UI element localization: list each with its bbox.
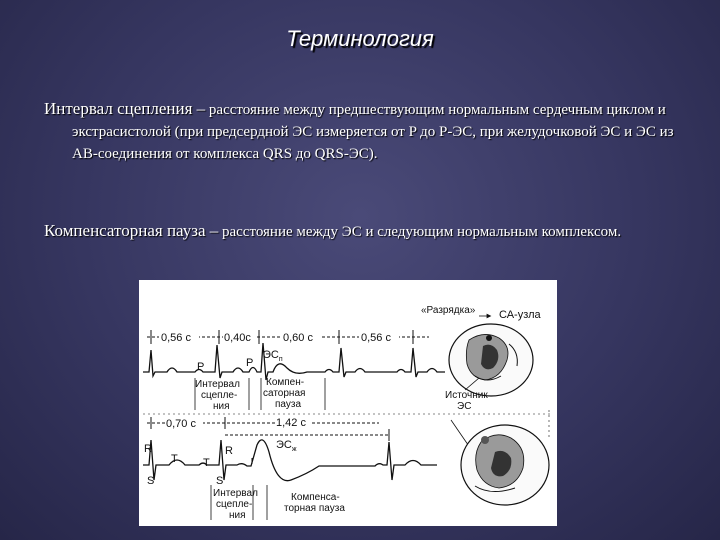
extrasystole-label xyxy=(276,439,297,453)
definition-coupling-interval xyxy=(44,98,692,165)
coupling-interval-label: Интервал сцепле- ния xyxy=(195,379,240,412)
bottom-ecg-strip xyxy=(143,416,437,521)
sa-node-label: СА-узла xyxy=(499,309,541,321)
term-coupling-interval: Интервал сцепления – xyxy=(44,99,206,118)
es-source-label: Источник ЭС xyxy=(445,390,488,412)
wave-label-r: R xyxy=(144,443,152,455)
top-ecg-trace xyxy=(143,343,445,380)
heart-bottom-icon xyxy=(461,425,549,505)
definition-compensatory-pause xyxy=(44,220,692,243)
es-subscript: ж xyxy=(291,446,297,453)
interval-label: 0,70 с xyxy=(166,418,196,430)
es-label-text: ЭС xyxy=(263,349,279,361)
wave-label-t: T xyxy=(171,453,178,465)
interval-label: 1,42 с xyxy=(276,417,306,429)
interval-label: 0,56 с xyxy=(161,332,191,344)
ecg-figure xyxy=(139,280,557,526)
heart-illustrations xyxy=(421,305,549,505)
top-ecg-strip xyxy=(143,330,445,412)
extrasystole-label xyxy=(263,349,283,363)
ecg-diagram xyxy=(139,280,557,526)
interval-label: 0,60 с xyxy=(283,332,313,344)
slide-title: Терминология xyxy=(286,26,434,51)
definition-text: расстояние между предшествующим нормальным сердечным циклом и экстрасистолой (при предсердной ЭС измеряется от P до P-ЭС, при желудочковой ЭС и ЭС из АВ-соединения от комплекса QRS до QRS-ЭС). xyxy=(72,102,674,162)
wave-label-s: S xyxy=(216,475,224,487)
coupling-interval-label: Интервал сцепле- ния xyxy=(213,488,258,521)
wave-label-s: S xyxy=(147,475,155,487)
wave-label-t: T xyxy=(203,457,210,469)
wave-label-p: P xyxy=(197,361,205,373)
term-compensatory-pause: Компенсаторная пауза – xyxy=(44,221,219,240)
heart-top-icon xyxy=(449,324,533,396)
wave-label-p: P xyxy=(246,357,254,369)
es-label-text: ЭС xyxy=(276,439,292,451)
wave-label-r: R xyxy=(225,445,233,457)
interval-label: 0,40с xyxy=(224,332,251,344)
compensatory-pause-label: Компен- саторная пауза xyxy=(263,377,306,410)
es-subscript: п xyxy=(278,356,283,363)
definition-text: расстояние между ЭС и следующим нормальным комплексом. xyxy=(218,224,622,240)
compensatory-pause-label: Компенса- торная пауза xyxy=(284,492,345,514)
interval-label: 0,56 с xyxy=(361,332,391,344)
discharge-label: «Разрядка» xyxy=(421,305,476,316)
